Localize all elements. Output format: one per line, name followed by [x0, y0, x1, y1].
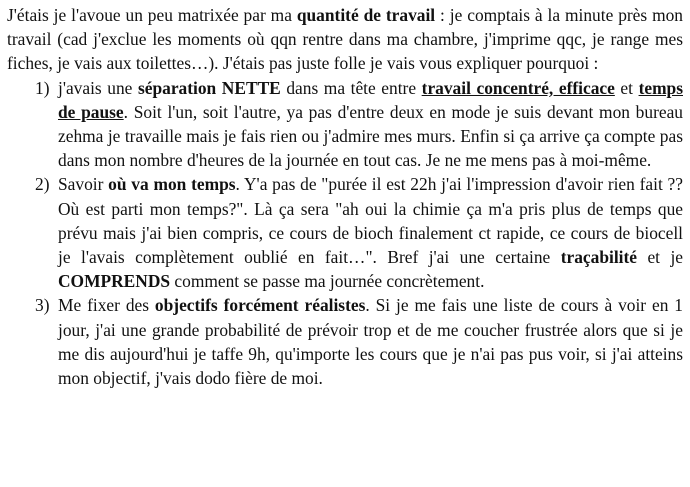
item-text: . Si je me fais une liste de cours à voir en 1 jour, j'ai une grande probabilité de prévoir trop et de me coucher frustrée alors que si je me dis aujourd'hui je taffe 9h, qu'importe les cours que je n'ai pas pus voir, si j'ai atteins mon objectif, j'vais dodo fière de moi. [58, 295, 683, 389]
item-text: Me fixer des [58, 295, 155, 316]
list-number: 1) [35, 77, 50, 98]
item-text: j'avais une [58, 77, 138, 98]
list-number: 2) [35, 174, 50, 195]
item-text: Savoir [58, 174, 109, 195]
list-number: 3) [35, 295, 50, 316]
item-bold-tracabilite: traçabilité [560, 247, 637, 268]
item-text: . Y'a pas de "purée il est 22h j'ai l'impression d'avoir rien fait ?? Où est parti mon temps?". Là ça sera "ah oui la chimie ça m'a pris plus de temps que prévu mais j'ai bien compris, ce cours de bioch finalement ct rapide, ce cours de biocell je l'avais complètement oublié en fait…". Bref j'ai une certaine [58, 174, 683, 268]
item-text: dans ma tête entre [280, 77, 422, 98]
list-item [7, 76, 683, 173]
item-bold-objectifs: objectifs forcément réalistes [154, 295, 366, 316]
list-item [7, 293, 683, 390]
intro-text-2: : je comptais à la minute près mon travail (cad j'exclue les moments où qqn rentre dans ma chambre, j'imprime qqc, je range mes fiches, je vais aux toilettes…). J'étais pas juste folle je vais vous expliquer pourquoi : [7, 5, 683, 74]
item-bold-temps: où va mon temps [108, 174, 236, 195]
reasons-list [7, 76, 683, 391]
item-underline-pause: temps de pause [58, 77, 683, 122]
item-bold-separation: séparation NETTE [137, 77, 281, 98]
intro-bold-quantite: quantité de travail [296, 5, 436, 25]
item-text: et [614, 77, 639, 98]
intro-text-1: J'étais je l'avoue un peu matrixée par ma [7, 5, 297, 25]
item-text: et je [637, 247, 683, 268]
item-underline-travail: travail concentré, efficace [421, 77, 615, 98]
item-text: . Soit l'un, soit l'autre, ya pas d'entre deux en mode je suis devant mon bureau zehma je travaille mais je fais rien ou j'admire mes murs. Enfin si ça arrive ça compte pas dans mon nombre d'heures de la journée en tout cas. Je ne me mens pas à moi-même. [58, 101, 683, 171]
item-bold-comprends: COMPRENDS [58, 271, 171, 292]
list-item [7, 172, 683, 293]
intro-paragraph [7, 3, 683, 76]
item-text: comment se passe ma journée concrètement. [170, 271, 485, 292]
